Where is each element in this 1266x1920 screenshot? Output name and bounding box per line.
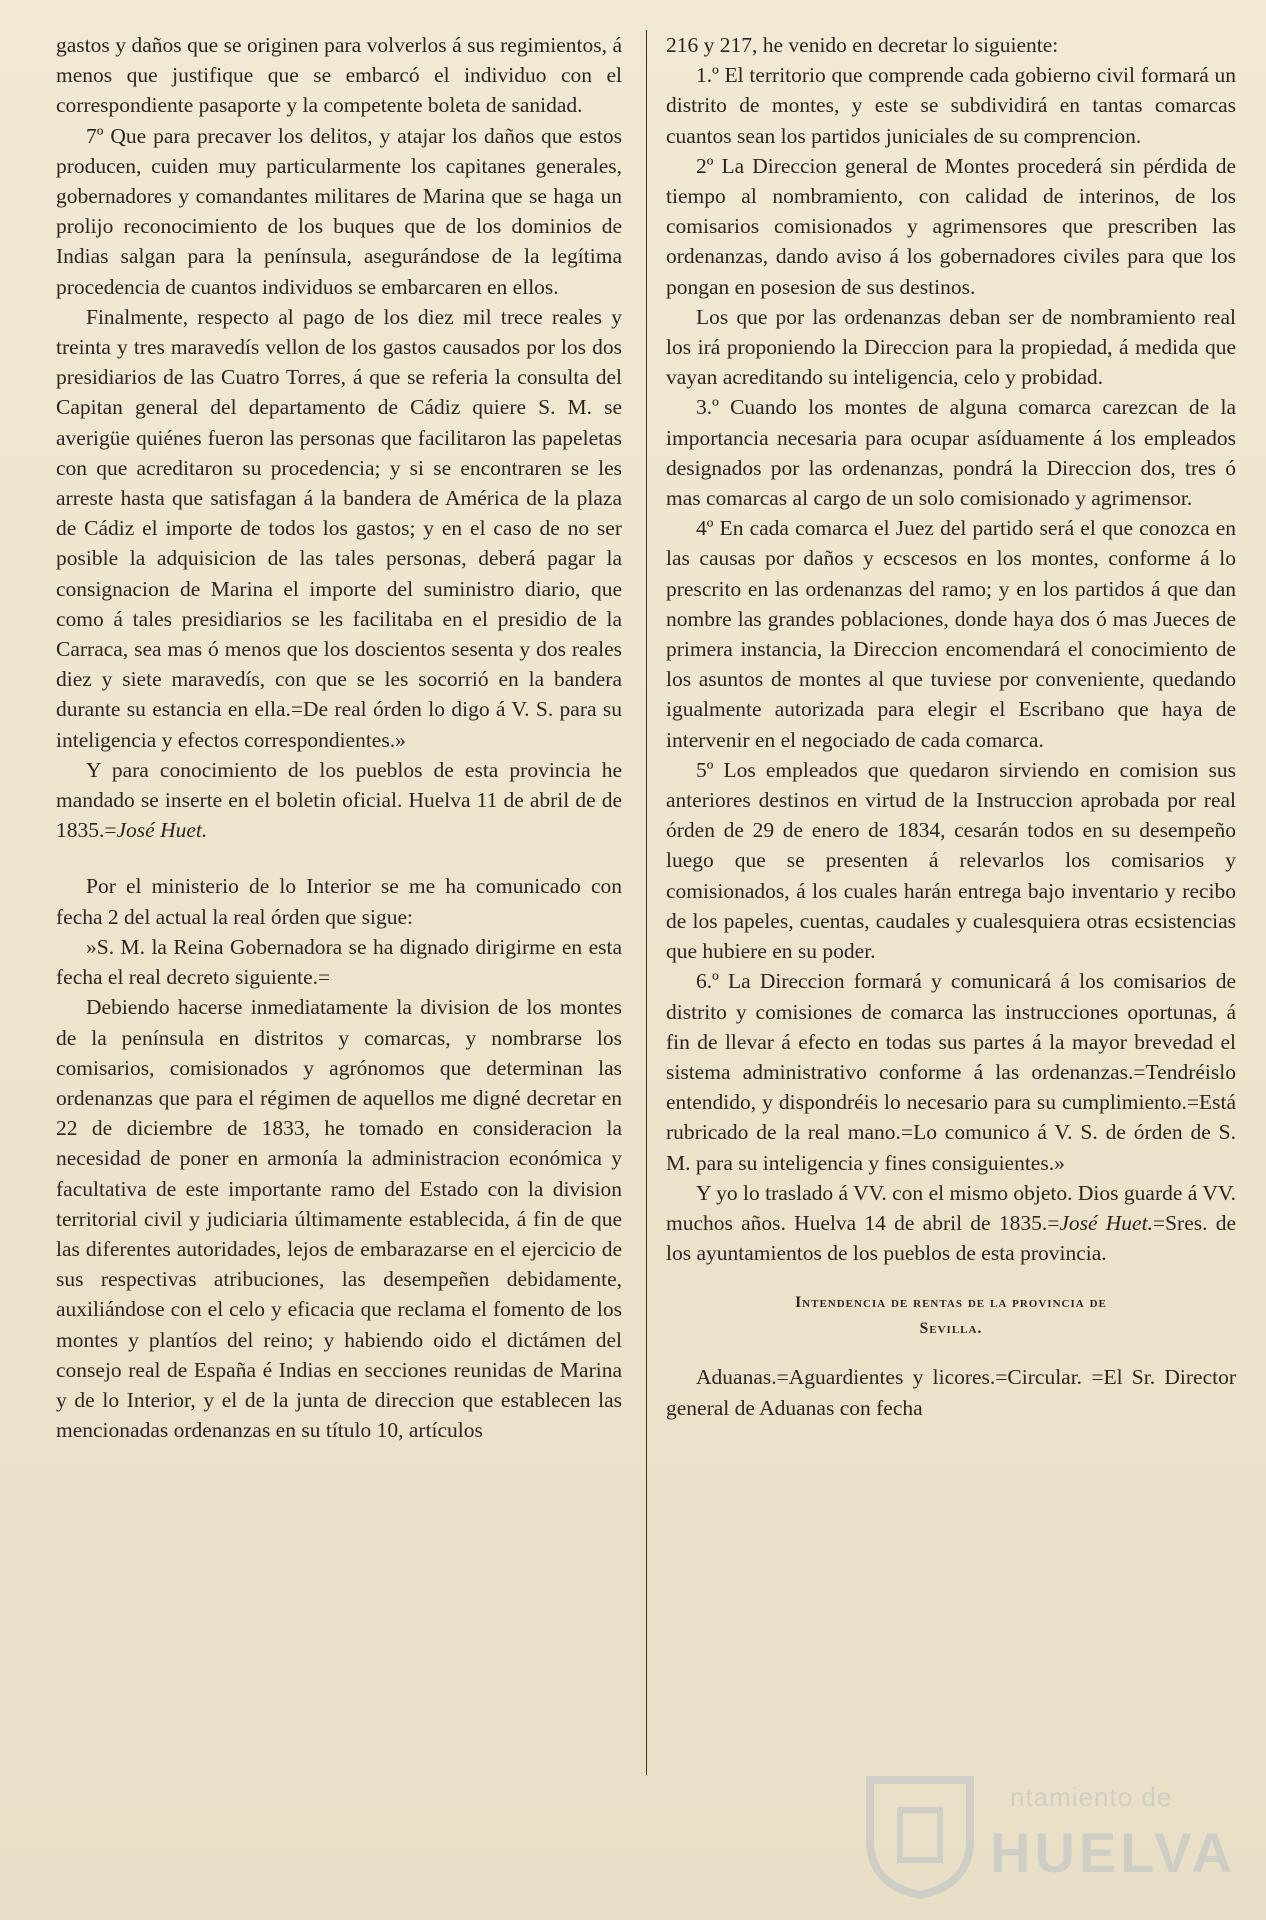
signature: José Huet. — [1059, 1210, 1153, 1235]
paragraph: 5º Los empleados que quedaron sirviendo en comision sus anteriores destinos en virtud de la Instruccion aprobada por real órden de 29 de enero de 1834, cesarán todos en su desempeño luego que se presenten á relevarlos los comisarios y comisionados, á los cuales harán entrega bajo inventario y recibo de los papeles, cuentas, caudales y cualesquiera otras ecsistencias que hubiere en su poder. — [666, 757, 1236, 964]
paragraph: 1.º El territorio que comprende cada gobierno civil formará un distrito de montes, y este se subdividirá en tantas comarcas cuantos sean los partidos juniciales de su comprencion. — [666, 63, 1236, 148]
paragraph: »S. M. la Reina Gobernadora se ha dignado dirigirme en esta fecha el real decreto siguiente.= — [56, 934, 622, 990]
paragraph: Aduanas.=Aguardientes y licores.=Circular. =El Sr. Director general de Aduanas con fecha — [666, 1365, 1236, 1420]
paragraph-text: Y yo lo traslado á VV. con el mismo objeto. Dios guarde á VV. muchos años. Huelva 14 de abril de 1835.= — [666, 1180, 1236, 1235]
paragraph: 2º La Direccion general de Montes procederá sin pérdida de tiempo al nombramiento, con calidad de interinos, de los comisarios comisionados y agrimensores que prescriben las ordenanzas, dando aviso á los gobernadores civiles para que los pongan en posesion de sus destinos. — [666, 153, 1236, 299]
shield-icon — [860, 1770, 980, 1900]
paragraph: 4º En cada comarca el Juez del partido será el que conozca en las causas por daños y ecscesos en los montes, conforme á lo prescrito en las ordenanzas del ramo; y en los partidos á que dan nombre las grandes poblaciones, donde haya dos ó mas Jueces de primera instancia, la Direccion encomendará el conocimiento de los asuntos de montes al que tuviese por conveniente, quedando igualmente autorizada para elegir el Escribano que haya de intervenir en el negociado de cada comarca. — [666, 516, 1236, 752]
heading-line: Sevilla. — [919, 1320, 983, 1338]
paragraph: 6.º La Direccion formará y comunicará á los comisarios de distrito y comisiones de comarca las instrucciones oportunas, á fin de llevar á efecto en todas sus partes á la mayor brevedad el sistema administrativo conforme á las ordenanzas.=Tendréislo entendido, y dispondréis lo necesario para su cumplimiento.=Está rubricado de la real mano.=Lo comunico á V. S. de órden de S. M. para su inteligencia y fines consiguientes.» — [666, 969, 1236, 1175]
section-heading — [666, 1290, 1236, 1342]
watermark-text: HUELVA — [990, 1821, 1236, 1884]
paragraph: Finalmente, respecto al pago de los diez mil trece reales y treinta y tres maravedís vellon de los gastos causados por los dos presidiarios de las Cuatro Torres, á que se referia la consulta del Capitan general del departamento de Cádiz quiere S. M. se averigüe quiénes fueron las personas que facilitaron las papeletas con que acreditaron su procedencia; y si se encontraren se les arreste hasta que satisfagan á la bandera de América de la plaza de Cádiz el importe de todos los gastos; y en el caso de no ser posible la adquisicion de las tales personas, deberá pagar la consignacion de Marina el importe del suministro diario, que como á tales presidiarios se les facilitaba en el presidio de la Carraca, sea mas ó menos que los doscientos sesenta y dos reales diez y siete maravedís, con que se les socorrió en la bandera durante su estancia en ella.=De real órden lo digo á V. S. para su inteligencia y efectos correspondientes.» — [56, 304, 622, 752]
archive-watermark — [860, 1770, 1236, 1900]
paragraph: Debiendo hacerse inmediatamente la division de los montes de la península en distritos y comarcas, y nombrarse los comisarios, comisionados y agrónomos que determinan las ordenanzas que para el régimen de aquellos me digné decretar en 22 de diciembre de 1833, he tomado en consideracion la necesidad de poner en armonía la administracion económica y facultativa de este importante ramo del Estado con la division territorial civil y judiciaria últimamente establecida, á fin de que las diferentes autoridades, lejos de embarazarse en el ejercicio de sus respectivas atribuciones, las desempeñen debidamente, auxiliándose con el celo y eficacia que reclama el fomento de los montes y plantíos del reino; y habiendo oido el dictámen del consejo real de España é Indias en secciones reunidas de Marina y de lo Interior, y el de la junta de direccion que establecen las mencionadas ordenanzas en su título 10, artículos — [56, 995, 622, 1443]
right-column — [666, 30, 1236, 1423]
paragraph-text: =Sres. de los ayuntamientos de los pueblos de esta provincia. — [666, 1210, 1237, 1266]
paragraph-text: Y para conocimiento de los pueblos de esta provincia he mandado se inserte en el boletin oficial. Huelva 11 de abril de de 1835.= — [56, 757, 622, 843]
paragraph: Los que por las ordenanzas deban ser de nombramiento real los irá proponiendo la Direccion para la propiedad, á medida que vayan acreditando su inteligencia, celo y probidad. — [666, 304, 1236, 390]
paragraph: 3.º Cuando los montes de alguna comarca carezcan de la importancia necesaria para ocupar asíduamente á los empleados designados por las ordenanzas, pondrá la Direccion dos, tres ó mas comarcas al cargo de un solo comisionado y agrimensor. — [666, 395, 1236, 511]
heading-line: Intendencia de rentas de la provincia de — [795, 1294, 1107, 1312]
left-column — [56, 30, 622, 1445]
paragraph: Por el ministerio de lo Interior se me ha comunicado con fecha 2 del actual la real órden que sigue: — [56, 874, 622, 929]
paragraph: gastos y daños que se originen para volverlos á sus regimientos, á menos que justifique que se embarcó el individuo con el correspondiente pasaporte y la competente boleta de sanidad. — [56, 33, 622, 118]
paragraph — [666, 1178, 1236, 1269]
watermark-text: ntamiento de — [1010, 1782, 1173, 1812]
paragraph: 7º Que para precaver los delitos, y atajar los daños que estos producen, cuiden muy particularmente los capitanes generales, gobernadores y comandantes militares de Marina que se haga un prolijo reconocimiento de los buques que de los dominios de Indias salgan para la península, asegurándose de la legítima procedencia de cuantos individuos se embarcaren en ellos. — [56, 123, 622, 299]
paragraph: 216 y 217, he venido en decretar lo siguiente: — [666, 33, 1059, 57]
signature: José Huet. — [116, 818, 208, 843]
paragraph — [56, 755, 622, 846]
column-divider — [646, 30, 647, 1775]
